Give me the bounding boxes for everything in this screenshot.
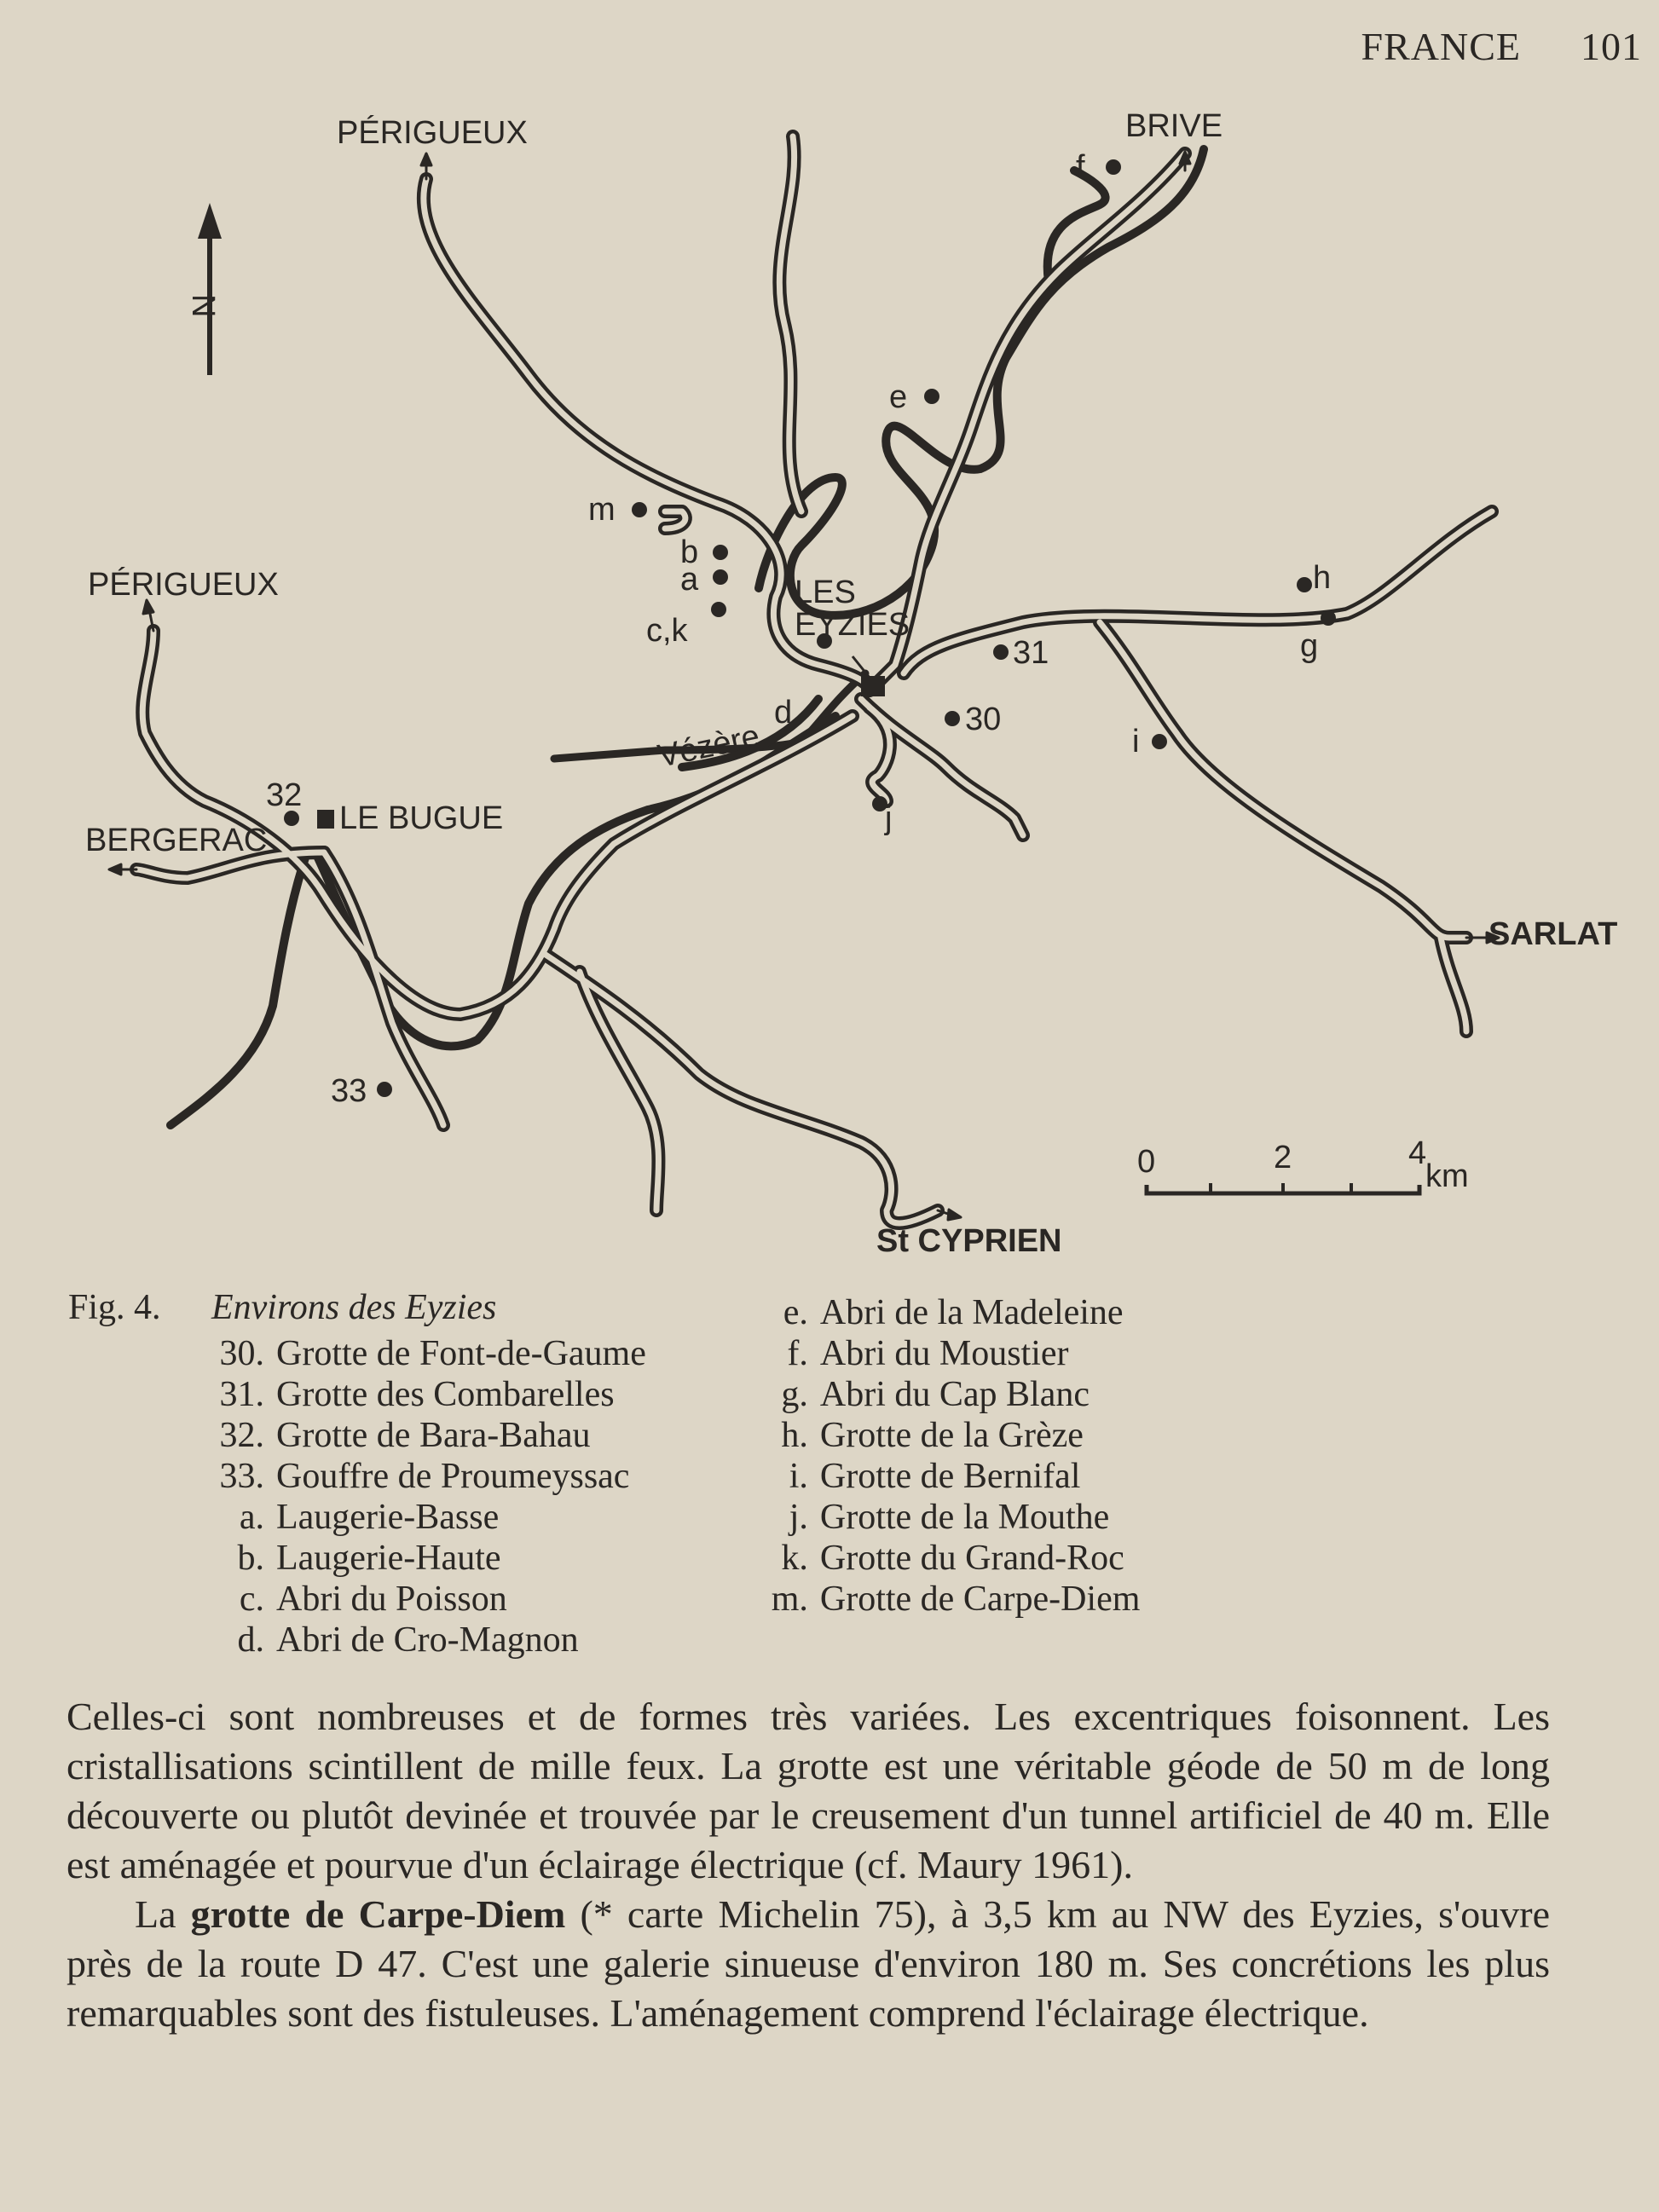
- scale-tick-4: 4: [1408, 1135, 1427, 1171]
- legend-item: [740, 1579, 1141, 1620]
- label-river-vezere: Vézère: [655, 718, 763, 775]
- legend-site-name: Grotte de Font-de-Gaume: [276, 1334, 646, 1373]
- site-label-31: 31: [1013, 635, 1049, 671]
- scale-tick-2: 2: [1274, 1140, 1292, 1175]
- label-eyzies: EYZIES: [795, 607, 910, 643]
- legend-site-name: Grotte de la Mouthe: [819, 1498, 1110, 1537]
- label-bergerac: BERGERAC: [85, 823, 268, 858]
- label-st-cyprien: St CYPRIEN: [876, 1223, 1062, 1259]
- site-label-32: 32: [266, 777, 303, 813]
- site-label-h: h: [1313, 560, 1332, 596]
- legend-key: h.: [781, 1416, 808, 1455]
- legend-column-right: [740, 1292, 1141, 1660]
- legend-site-name: Grotte de Bernifal: [819, 1457, 1081, 1496]
- legend-key: b.: [237, 1539, 264, 1578]
- legend-item: [196, 1620, 646, 1660]
- legend-site-name: Abri du Moustier: [819, 1334, 1069, 1373]
- site-label-e: e: [889, 379, 908, 415]
- body-text: [66, 1692, 1550, 2038]
- legend-item: [740, 1415, 1141, 1456]
- legend-key: g.: [781, 1375, 808, 1414]
- site-label-g: g: [1300, 628, 1319, 664]
- figure-title: Environs des Eyzies: [211, 1288, 497, 1327]
- legend-key: i.: [789, 1457, 808, 1496]
- paragraph-2-start: La: [135, 1892, 191, 1936]
- site-label-b: b: [680, 534, 699, 570]
- site-label-33: 33: [331, 1073, 367, 1109]
- legend-key: a.: [239, 1498, 264, 1537]
- legend-site-name: Grotte de la Grèze: [819, 1416, 1084, 1455]
- legend-site-name: Abri du Cap Blanc: [819, 1375, 1090, 1414]
- figure-number: Fig. 4.: [68, 1288, 161, 1327]
- legend-item: [196, 1538, 646, 1579]
- legend-item: [196, 1579, 646, 1620]
- north-arrow: [185, 203, 222, 375]
- site-label-m: m: [588, 492, 616, 528]
- figure-caption: [68, 1287, 1517, 1660]
- scale-unit: km: [1425, 1158, 1469, 1194]
- legend-item: [740, 1374, 1141, 1415]
- label-perigueux-north: PÉRIGUEUX: [337, 115, 528, 151]
- legend-item: [740, 1456, 1141, 1497]
- legend-item: [740, 1497, 1141, 1538]
- running-title: FRANCE: [1361, 25, 1521, 68]
- label-brive: BRIVE: [1125, 108, 1223, 144]
- site-label-ck: c,k: [646, 613, 688, 649]
- site-label-i: i: [1132, 724, 1140, 759]
- legend-site-name: Gouffre de Proumeyssac: [276, 1457, 630, 1496]
- legend-column-left: [196, 1333, 646, 1660]
- scale-bar: [1137, 1135, 1469, 1194]
- legend-key: 31.: [219, 1375, 264, 1414]
- roads: [109, 136, 1499, 1223]
- legend-key: k.: [781, 1539, 808, 1578]
- legend-key: e.: [783, 1293, 808, 1332]
- legend-item: [196, 1333, 646, 1374]
- legend-site-name: Abri de la Madeleine: [819, 1293, 1124, 1332]
- site-label-d: d: [774, 695, 793, 731]
- legend-key: 30.: [219, 1334, 264, 1373]
- paragraph-2-rest: (* carte Michelin 75), à 3,5 km au NW des Eyzies, s'ouvre près de la route D 47. C'est une galerie sinueuse d'environ 180 m. Ses concrétions les plus remarquables sont des fistuleuses. L'aménagement comprend l'éclairage électrique.: [66, 1892, 1550, 2035]
- label-sarlat: SARLAT: [1488, 916, 1618, 952]
- label-le-bugue: LE BUGUE: [339, 800, 504, 836]
- site-label-f: f: [1076, 149, 1085, 185]
- paragraph-2-bold: grotte de Carpe-Diem: [190, 1892, 566, 1936]
- legend-key: c.: [239, 1580, 264, 1619]
- label-les: LES: [795, 575, 856, 610]
- legend-key: j.: [789, 1498, 808, 1537]
- legend-item: [196, 1497, 646, 1538]
- site-label-j: j: [885, 800, 893, 836]
- paragraph-2: [66, 1890, 1550, 2038]
- page-number: 101: [1581, 25, 1642, 68]
- legend-site-name: Laugerie-Haute: [276, 1539, 501, 1578]
- legend-key: m.: [771, 1580, 808, 1619]
- legend-key: f.: [787, 1334, 808, 1373]
- site-label-30: 30: [965, 702, 1002, 737]
- le-bugue-marker: [317, 810, 334, 829]
- legend-key: 32.: [219, 1416, 264, 1455]
- north-label: N: [185, 294, 221, 318]
- paragraph-1: Celles-ci sont nombreuses et de formes très variées. Les excentriques foisonnent. Les cristallisations scintillent de mille feux. La grotte est une véritable géode de 50 m de long découverte ou plutôt devinée et trouvée par le creusement d'un tunnel artificiel de 40 m. Elle est aménagée et pourvue d'un éclairage électrique (cf. Maury 1961).: [66, 1695, 1550, 1886]
- legend-site-name: Grotte des Combarelles: [276, 1375, 615, 1414]
- site-label-a: a: [680, 562, 699, 598]
- legend-site-name: Abri de Cro-Magnon: [276, 1620, 579, 1660]
- legend-site-name: Grotte de Bara-Bahau: [276, 1416, 591, 1455]
- scale-tick-0: 0: [1137, 1144, 1156, 1180]
- legend-key: 33.: [219, 1457, 264, 1496]
- legend-site-name: Laugerie-Basse: [276, 1498, 500, 1537]
- legend-item: [196, 1415, 646, 1456]
- label-perigueux-west: PÉRIGUEUX: [88, 567, 279, 603]
- legend-item: [740, 1292, 1141, 1333]
- legend-item: [740, 1538, 1141, 1579]
- legend-item: [740, 1333, 1141, 1374]
- legend-site-name: Abri du Poisson: [276, 1580, 507, 1619]
- les-eyzies-marker: [861, 676, 885, 696]
- legend-key: d.: [237, 1620, 264, 1660]
- legend-site-name: Grotte du Grand-Roc: [819, 1539, 1124, 1578]
- legend-item: [196, 1456, 646, 1497]
- legend-site-name: Grotte de Carpe-Diem: [819, 1580, 1141, 1619]
- legend-item: [196, 1374, 646, 1415]
